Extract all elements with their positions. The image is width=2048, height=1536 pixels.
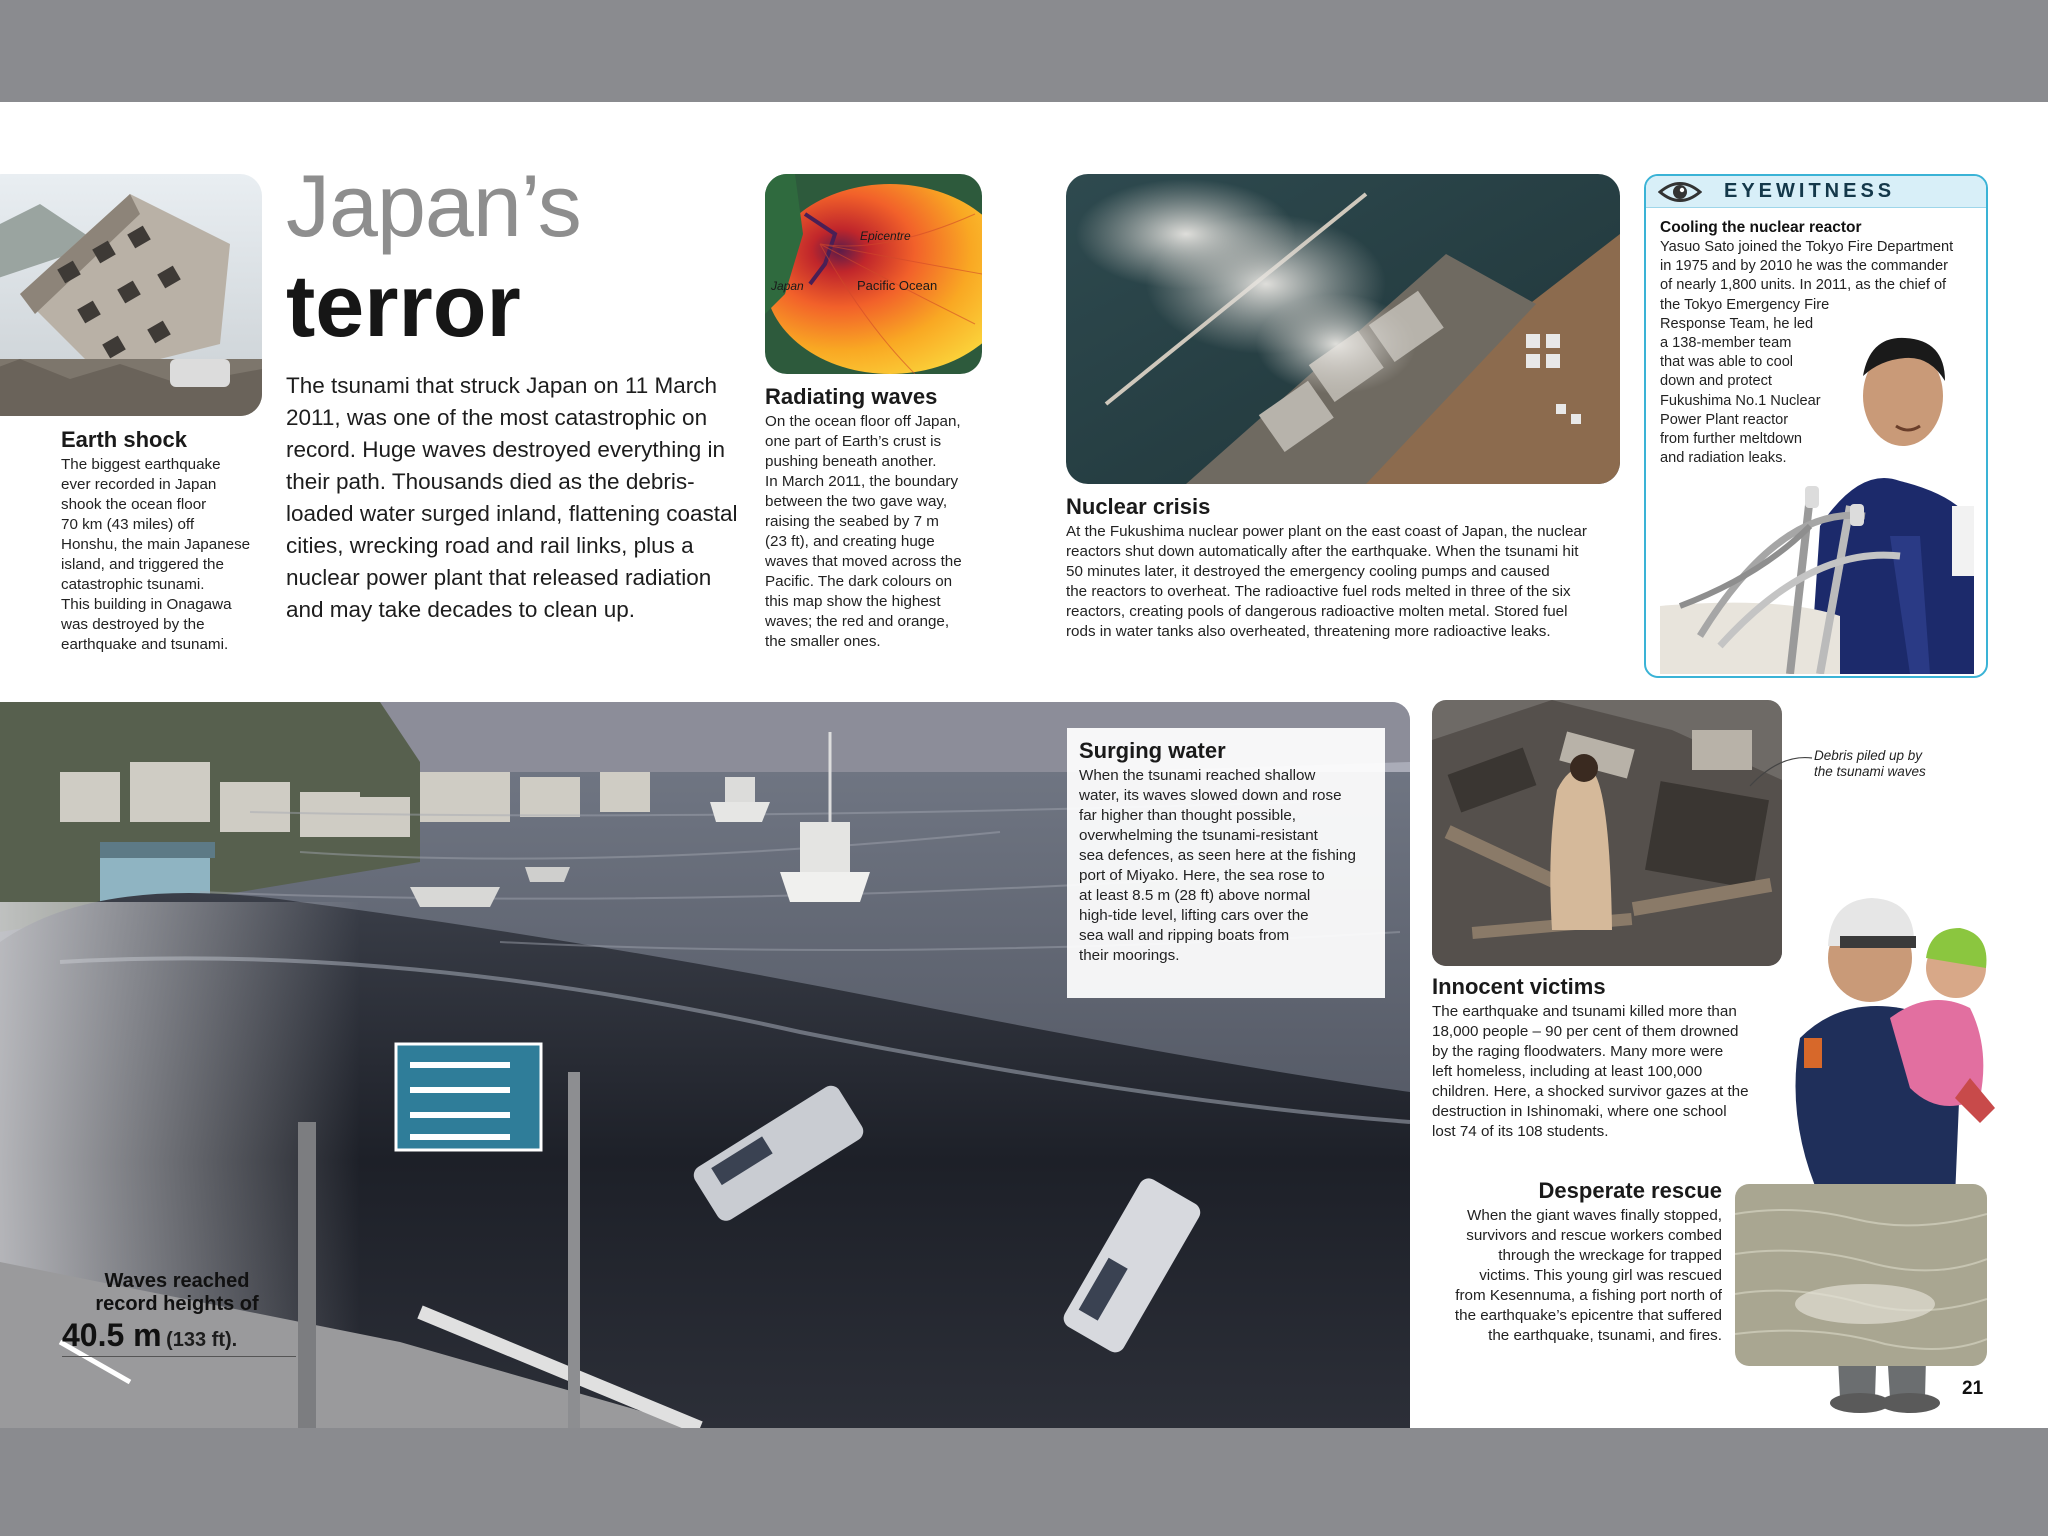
earth-shock-heading: Earth shock [61, 427, 187, 452]
text-line: sea defences, as seen here at the fishing [1079, 847, 1356, 864]
text-line: at least 8.5 m (28 ft) above normal [1079, 887, 1311, 904]
nuclear-crisis-heading: Nuclear crisis [1066, 494, 1211, 519]
text-line: far higher than thought possible, [1079, 807, 1296, 824]
text-line: The earthquake and tsunami killed more than [1432, 1003, 1737, 1020]
text-line: of nearly 1,800 units. In 2011, as the chief of [1660, 277, 1947, 294]
text-line: rods in water tanks also overheated, threatening more radioactive leaks. [1066, 623, 1551, 640]
text-line: by the raging floodwaters. Many more were [1432, 1043, 1724, 1060]
eyewitness-box [1644, 174, 1988, 678]
map-label-ocean: Pacific Ocean [857, 278, 938, 293]
innocent-victims-caption [1432, 974, 1772, 1142]
map-label-japan: Japan [771, 279, 804, 293]
text-line: On the ocean floor off Japan, [765, 413, 961, 430]
text-line: 18,000 people – 90 per cent of them drowned [1432, 1023, 1739, 1040]
text-line: When the giant waves finally stopped, [1467, 1207, 1722, 1224]
tsunami-wave-map [765, 174, 982, 374]
text-line: lost 74 of its 108 students. [1432, 1123, 1609, 1140]
text-line: the earthquake, tsunami, and fires. [1488, 1327, 1722, 1344]
eyewitness-text-block [1660, 218, 1980, 468]
text-line: and radiation leaks. [1660, 450, 1787, 467]
text-line: destruction in Ishinomaki, where one school [1432, 1103, 1727, 1120]
text-line: one part of Earth’s crust is [765, 433, 942, 450]
text-line: pushing beneath another. [765, 453, 937, 470]
desperate-rescue-text [1420, 1206, 1722, 1346]
text-line: the Tokyo Emergency Fire [1660, 296, 1830, 313]
desperate-rescue-heading: Desperate rescue [1538, 1178, 1722, 1203]
text-line: catastrophic tsunami. [61, 576, 205, 593]
desperate-rescue-caption [1420, 1178, 1722, 1346]
text-line: 50 minutes later, it destroyed the emergency cooling pumps and caused [1066, 563, 1550, 580]
text-line: from further meltdown [1660, 431, 1802, 448]
radiating-waves-caption [765, 384, 990, 652]
text-line: the earthquake’s epicentre that suffered [1454, 1307, 1722, 1324]
eyewitness-heading: Cooling the nuclear reactor [1660, 219, 1862, 236]
surging-water-text [1079, 766, 1373, 966]
text-line: their moorings. [1079, 947, 1180, 964]
text-line: overwhelming the tsunami-resistant [1079, 827, 1318, 844]
page-number: 21 [1962, 1378, 1984, 1399]
text-line: reactors, creating pools of dangerous radioactive molten metal. Stored fuel [1066, 603, 1568, 620]
text-line: victims. This young girl was rescued [1479, 1267, 1722, 1284]
text-line: 70 km (43 miles) off [61, 516, 195, 533]
text-line: raising the seabed by 7 m [765, 513, 939, 530]
text-line: this map show the highest [765, 593, 941, 610]
text-line: the tsunami waves [1814, 764, 1926, 779]
text-line: port of Miyako. Here, the sea rose to [1079, 867, 1325, 884]
text-line: the reactors to overheat. The radioactive fuel rods melted in three of the six [1066, 583, 1571, 600]
waves-line-1: Waves reached [104, 1270, 250, 1292]
nuclear-crisis-text [1066, 522, 1636, 642]
surging-water-heading: Surging water [1079, 738, 1226, 763]
title-light: Japan’s [286, 156, 581, 255]
text-line: reactors shut down automatically after the earthquake. When the tsunami hit [1066, 543, 1579, 560]
text-line: The biggest earthquake [61, 456, 221, 473]
text-line: ever recorded in Japan [61, 476, 217, 493]
book-page [0, 102, 2048, 1428]
text-line: Yasuo Sato joined the Tokyo Fire Department [1660, 239, 1954, 255]
text-line: down and protect [1660, 373, 1772, 390]
text-line: Pacific. The dark colours on [765, 573, 953, 590]
text-line: left homeless, including at least 100,000 [1432, 1063, 1703, 1080]
earth-shock-text [61, 455, 271, 655]
debris-caption [1814, 748, 1926, 780]
text-line: earthquake and tsunami. [61, 636, 229, 653]
text-line: from Kesennuma, a fishing port north of [1455, 1287, 1722, 1304]
collapsed-building-photo [0, 174, 262, 416]
debris-survivor-photo [1432, 700, 1782, 966]
eyewitness-header [1646, 176, 1986, 208]
radiating-waves-text [765, 412, 990, 652]
innocent-victims-text [1432, 1002, 1772, 1142]
nuclear-crisis-caption [1066, 494, 1636, 642]
text-line: This building in Onagawa [61, 596, 232, 613]
waves-line-2: record heights of [95, 1293, 259, 1315]
innocent-victims-heading: Innocent victims [1432, 974, 1606, 999]
text-line: the smaller ones. [765, 633, 881, 650]
text-line: In March 2011, the boundary [765, 473, 959, 490]
title-bold: terror [286, 256, 521, 355]
text-line: in 1975 and by 2010 he was the commander [1660, 258, 1949, 275]
debris-pointer-line [1740, 752, 1820, 792]
text-line: a 138-member team [1660, 335, 1792, 352]
surging-water-caption [1067, 728, 1385, 998]
eyewitness-text [1660, 238, 1980, 468]
text-line: shook the ocean floor [61, 496, 207, 513]
flood-water-photo [1735, 1184, 1987, 1366]
text-line: At the Fukushima nuclear power plant on the east coast of Japan, the nuclear [1066, 523, 1587, 540]
text-line: waves; the red and orange, [765, 613, 950, 630]
text-line: children. Here, a shocked survivor gazes at the [1432, 1083, 1749, 1100]
text-line: waves that moved across the [765, 553, 962, 570]
text-line: Debris piled up by [1814, 748, 1923, 763]
earth-shock-caption [61, 427, 271, 655]
text-line: was destroyed by the [61, 616, 205, 633]
text-line: Response Team, he led [1660, 315, 1814, 332]
text-line: through the wreckage for trapped [1498, 1247, 1722, 1264]
waves-height-feet: (133 ft). [166, 1329, 238, 1351]
text-line: Power Plant reactor [1660, 411, 1789, 428]
eyewitness-label: EYEWITNESS [1724, 180, 1896, 202]
fukushima-plant-photo [1066, 174, 1620, 484]
text-line: (23 ft), and creating huge [765, 533, 935, 550]
waves-reached-label [62, 1270, 292, 1357]
text-line: high-tide level, lifting cars over the [1079, 907, 1309, 924]
map-label-epicentre: Epicentre [860, 229, 911, 243]
text-line: sea wall and ripping boats from [1079, 927, 1290, 944]
text-line: survivors and rescue workers combed [1466, 1227, 1722, 1244]
waves-rule [62, 1356, 296, 1357]
text-line: island, and triggered the [61, 556, 224, 573]
text-line: Honshu, the main Japanese [61, 536, 251, 553]
waves-height [62, 1316, 292, 1354]
text-line: between the two gave way, [765, 493, 948, 510]
radiating-waves-heading: Radiating waves [765, 384, 938, 409]
waves-height-metres: 40.5 m [62, 1317, 162, 1353]
text-line: When the tsunami reached shallow [1079, 767, 1316, 784]
text-line: that was able to cool [1660, 354, 1794, 371]
eye-icon [1658, 179, 1702, 205]
intro-paragraph: The tsunami that struck Japan on 11 March 2011, was one of the most catastrophic on record. Huge waves destroyed everything in their path. Thousands died as the debris-loaded water surged inland, flattening coastal cities, wrecking road and rail links, plus a nuclear power plant that released radiation and may take decades to clean up. [286, 373, 738, 622]
text-line: water, its waves slowed down and rose [1079, 787, 1342, 804]
text-line: Fukushima No.1 Nuclear [1660, 392, 1821, 409]
